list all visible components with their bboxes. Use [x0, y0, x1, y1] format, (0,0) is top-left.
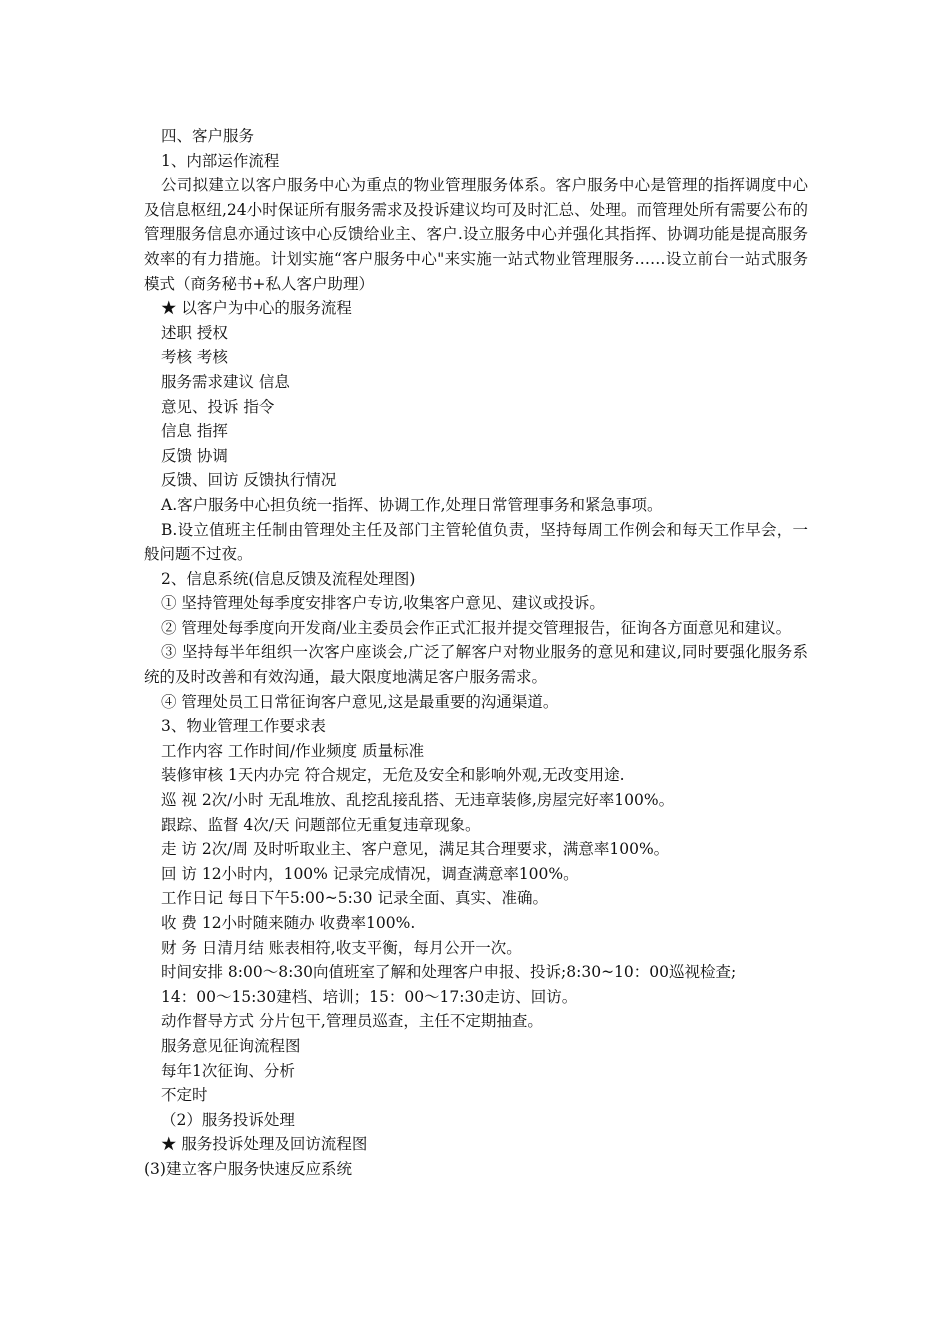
table-row: 时间安排 8:00～8:30向值班室了解和处理客户申报、投诉;8:30~10：00巡视检查; [161, 963, 737, 982]
table-row: 装修审核 1天内办完 符合规定，无危及安全和影响外观,无改变用途. [161, 766, 625, 785]
section-heading: 四、客户服务 [161, 127, 255, 145]
table-row: 动作督导方式 分片包干,管理员巡查，主任不定期抽查。 [161, 1012, 543, 1031]
list-item: ② 管理处每季度向开发商/业主委员会作正式汇报并提交管理报告，征询各方面意见和建议。 [161, 618, 792, 637]
table-row: 跟踪、监督 4次/天 问题部位无重复违章现象。 [161, 815, 481, 834]
list-item: ① 坚持管理处每季度安排客户专访,收集客户意见、建议或投诉。 [161, 594, 605, 613]
table-header: 工作内容 工作时间/作业频度 质量标准 [161, 741, 425, 760]
subsection-heading: (3)建立客户服务快速反应系统 [144, 1159, 352, 1178]
list-heading: ★ 以客户为中心的服务流程 [161, 299, 352, 318]
paragraph-a: A.客户服务中心担负统一指挥、协调工作,处理日常管理事务和紧急事项。 [161, 495, 663, 514]
subsection-heading: （2）服务投诉处理 [161, 1110, 295, 1129]
subsection-heading: 1、内部运作流程 [161, 151, 280, 170]
subsection-heading: 3、物业管理工作要求表 [161, 717, 326, 736]
flow-heading: 服务意见征询流程图 [161, 1036, 301, 1055]
flow-line: 意见、投诉 指令 [161, 397, 275, 416]
flow-line: 述职 授权 [161, 323, 228, 342]
paragraph-b: B.设立值班主任制由管理处主任及部门主管轮值负责，坚持每周工作例会和每天工作早会，一般问题不过夜。 [144, 520, 808, 564]
table-row: 14：00～15:30建档、培训；15：00～17:30走访、回访。 [161, 987, 578, 1006]
table-row: 回 访 12小时内，100% 记录完成情况，调查满意率100%。 [161, 864, 579, 883]
table-row: 财 务 日清月结 账表相符,收支平衡，每月公开一次。 [161, 938, 522, 957]
flow-line: 不定时 [161, 1086, 208, 1105]
subsection-heading: 2、信息系统(信息反馈及流程处理图) [161, 569, 416, 588]
flow-line: 反馈 协调 [161, 446, 228, 465]
list-item: ③ 坚持每半年组织一次客户座谈会,广泛了解客户对物业服务的意见和建议,同时要强化服务系统的及时改善和有效沟通，最大限度地满足客户服务需求。 [144, 643, 808, 687]
table-row: 巡 视 2次/小时 无乱堆放、乱挖乱接乱搭、无违章装修,房屋完好率100%。 [161, 791, 675, 810]
flow-line: 反馈、回访 反馈执行情况 [161, 471, 337, 490]
flow-line: 服务需求建议 信息 [161, 372, 290, 391]
list-item: ④ 管理处员工日常征询客户意见,这是最重要的沟通渠道。 [161, 692, 559, 711]
flow-line: 信息 指挥 [161, 422, 228, 441]
table-row: 工作日记 每日下午5:00~5:30 记录全面、真实、准确。 [161, 889, 548, 908]
list-heading: ★ 服务投诉处理及回访流程图 [161, 1135, 368, 1154]
paragraph-intro: 公司拟建立以客户服务中心为重点的物业管理服务体系。客户服务中心是管理的指挥调度中心及信息枢纽,24小时保证所有服务需求及投诉建议均可及时汇总、处理。而管理处所有需要公布的管理服务信息亦通过该中心反馈给业主、客户.设立服务中心并强化其指挥、协调功能是提高服务效率的有力措施。计划实施“客户服务中心"来实施一站式物业管理服务……设立前台一站式服务模式（商务秘书+私人客户助理） [144, 176, 808, 293]
flow-line: 每年1次征询、分析 [161, 1061, 295, 1080]
document-page [144, 124, 808, 1182]
table-row: 走 访 2次/周 及时听取业主、客户意见，满足其合理要求，满意率100%。 [161, 840, 670, 859]
table-row: 收 费 12小时随来随办 收费率100%. [161, 914, 416, 932]
flow-line: 考核 考核 [161, 348, 228, 367]
